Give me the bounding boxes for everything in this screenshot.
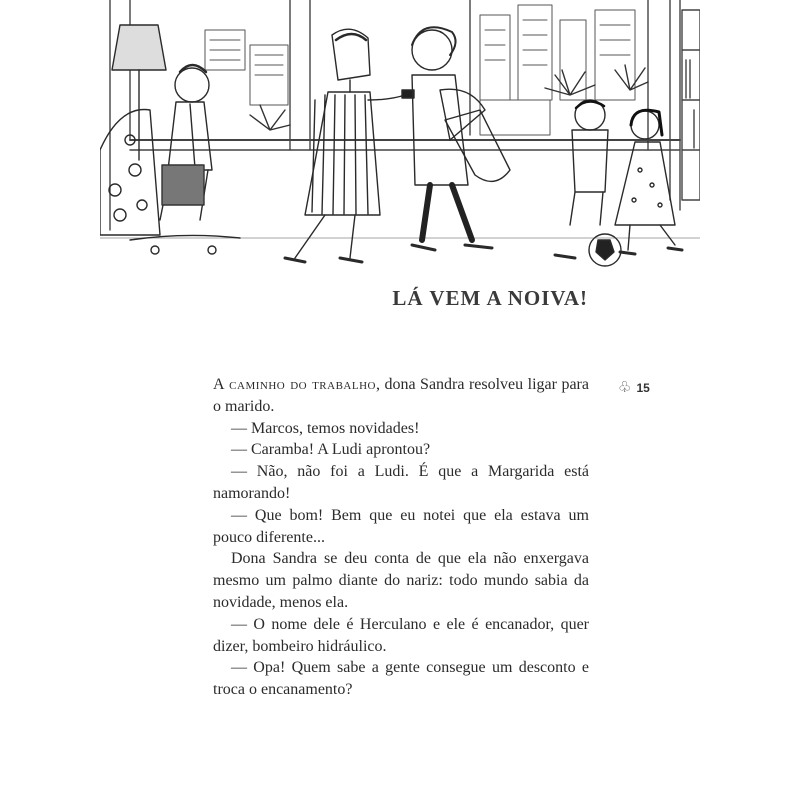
opening-rest: , dona Sandra resolveu ligar para o marido.	[213, 376, 589, 415]
boy-ball	[555, 100, 621, 266]
paragraph: — Marcos, temos novidades!	[231, 419, 420, 437]
club-icon: ♧	[618, 379, 632, 396]
paragraph: — O nome dele é Herculano e ele é encanador, quer dizer, bombeiro hidráulico.	[213, 615, 589, 655]
paragraph: — Opa! Quem sabe a gente consegue um desconto e troca o encanamento?	[213, 659, 589, 699]
chapter-title: LÁ VEM A NOIVA!	[392, 286, 588, 310]
woman-striped-dress	[285, 29, 414, 262]
paragraph: — Não, não foi a Ludi. É que a Margarida está namorando!	[213, 463, 589, 502]
bookshelf	[682, 10, 700, 200]
paragraph: — Caramba! A Ludi aprontou?	[231, 441, 431, 459]
page-marker	[618, 380, 650, 395]
chapter-illustration	[100, 0, 700, 275]
boy-skateboard	[130, 65, 240, 254]
chapter-body	[213, 374, 589, 701]
opening-smallcaps: A caminho do trabalho	[213, 376, 376, 393]
opening-paragraph	[213, 374, 589, 418]
city-skyline	[205, 5, 635, 135]
paragraph: — Que bom! Bem que eu notei que ela estava um pouco diferente...	[213, 506, 589, 546]
page-number: 15	[636, 380, 650, 395]
woman-duster	[412, 27, 510, 250]
paragraph: Dona Sandra se deu conta de que ela não enxergava mesmo um palmo diante do nariz: todo mundo sabia da novidade, menos ela.	[213, 550, 589, 611]
